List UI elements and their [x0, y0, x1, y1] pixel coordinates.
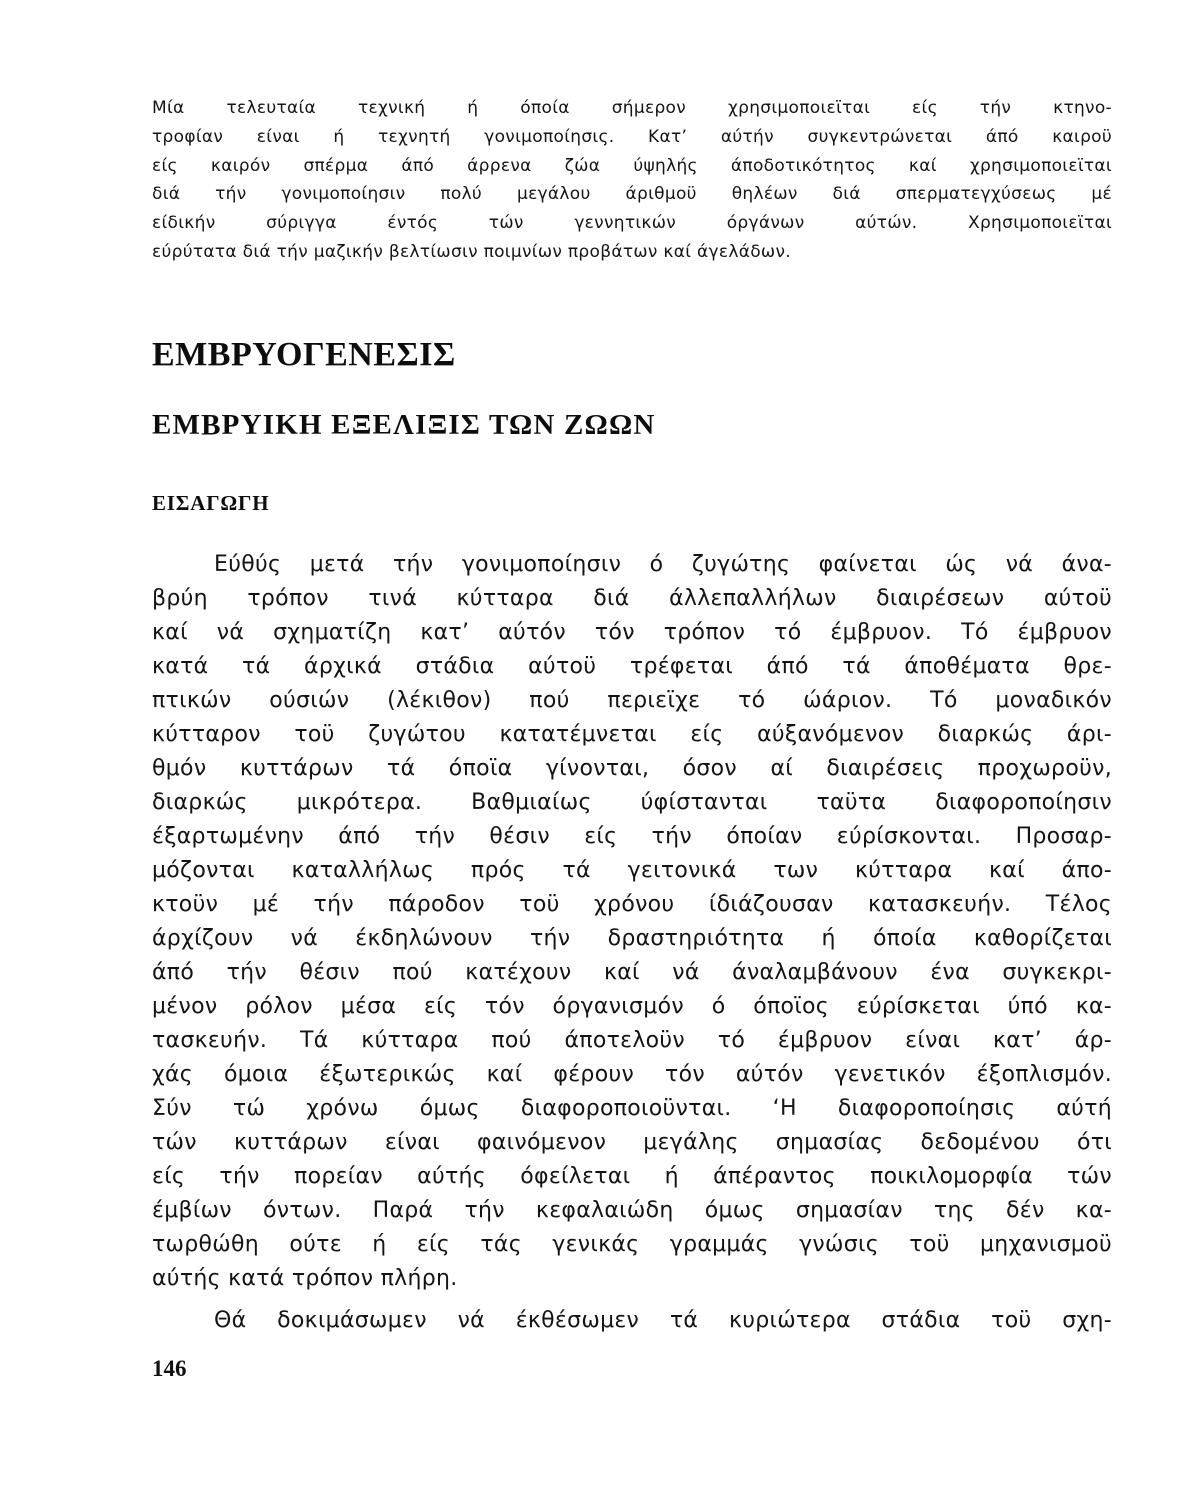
text-line: Εύθύς μετά τήν γονιμοποίησιν ό ζυγώτης φαίνεται ώς νά άνα-: [214, 552, 1112, 577]
text-line: άπό τήν θέσιν πού κατέχουν καί νά άναλαμβάνουν ένα συγκεκρι-: [152, 960, 1112, 985]
text-line: είς τήν πορείαν αύτής όφείλεται ή άπέραντος ποικιλομορφία τών: [152, 1164, 1112, 1189]
text-line: εύρύτατα διά τήν μαζικήν βελτίωσιν ποιμνίων προβάτων καί άγελάδων.: [152, 241, 791, 262]
text-line: καί νά σχηματίζη κατ’ αύτόν τόν τρόπον τό έμβρυον. Τό έμβρυον: [152, 620, 1112, 645]
section-title: ΕΜΒΡΥΙΚΗ ΕΞΕΛΙΞΙΣ ΤΩΝ ΖΩΩΝ: [152, 409, 656, 441]
text-line: χάς όμοια έξωτερικώς καί φέρουν τόν αύτόν γενετικόν έξοπλισμόν.: [152, 1062, 1112, 1087]
intro-paragraph: [152, 94, 1112, 267]
text-line: Μία τελευταία τεχνική ή όποία σήμερον χρησιμοποιεϊται είς τήν κτηνο-: [152, 98, 1112, 118]
body-text: [152, 548, 1112, 1338]
text-line: Θά δοκιμάσωμεν νά έκθέσωμεν τά κυριώτερα στάδια τοϋ σχη-: [214, 1308, 1112, 1333]
text-line: Σύν τώ χρόνω όμως διαφοροποιοϋνται. ‘Η διαφοροποίησις αύτή: [152, 1096, 1112, 1121]
text-line: μόζονται καταλλήλως πρός τά γειτονικά των κύτταρα καί άπο-: [152, 858, 1112, 883]
text-line: κύτταρον τοϋ ζυγώτου κατατέμνεται είς αύξανόμενον διαρκώς άρι-: [152, 722, 1112, 747]
text-line: αύτής κατά τρόπον πλήρη.: [152, 1266, 458, 1291]
page-number: 146: [152, 1356, 187, 1381]
text-line: έξαρτωμένην άπό τήν θέσιν είς τήν όποίαν εύρίσκονται. Προσαρ-: [152, 824, 1112, 849]
text-line: άρχίζουν νά έκδηλώνουν τήν δραστηριότητα ή όποία καθορίζεται: [152, 926, 1112, 951]
text-line: θμόν κυττάρων τά όποϊα γίνονται, όσον αί διαιρέσεις προχωροϋν,: [152, 756, 1112, 781]
subsection-title: ΕΙΣΑΓΩΓΗ: [152, 491, 270, 515]
text-line: βρύη τρόπον τινά κύτταρα διά άλλεπαλλήλων διαιρέσεων αύτοϋ: [152, 586, 1112, 611]
text-line: κατά τά άρχικά στάδια αύτοϋ τρέφεται άπό τά άποθέματα θρε-: [152, 654, 1112, 679]
text-line: μένον ρόλον μέσα είς τόν όργανισμόν ό όποϊος εύρίσκεται ύπό κα-: [152, 994, 1112, 1019]
text-line: διαρκώς μικρότερα. Βαθμιαίως ύφίστανται ταϋτα διαφοροποίησιν: [152, 790, 1112, 815]
text-line: διά τήν γονιμοποίησιν πολύ μεγάλου άριθμοϋ θηλέων διά σπερματεγχύσεως μέ: [152, 184, 1112, 205]
text-line: έμβίων όντων. Παρά τήν κεφαλαιώδη όμως σημασίαν της δέν κα-: [152, 1198, 1112, 1223]
text-line: είς καιρόν σπέρμα άπό άρρενα ζώα ύψηλής άποδοτικότητος καί χρησιμοποιεϊται: [152, 155, 1112, 176]
text-line: τασκευήν. Τά κύτταρα πού άποτελοϋν τό έμβρυον είναι κατ’ άρ-: [152, 1028, 1112, 1053]
text-line: πτικών ούσιών (λέκιθον) πού περιεϊχε τό ώάριον. Τό μοναδικόν: [152, 688, 1112, 713]
body-paragraph: [152, 548, 1112, 1296]
text-line: κτοϋν μέ τήν πάροδον τοϋ χρόνου ίδιάζουσαν κατασκευήν. Τέλος: [152, 892, 1112, 917]
text-line: τών κυττάρων είναι φαινόμενον μεγάλης σημασίας δεδομένου ότι: [152, 1130, 1112, 1155]
chapter-title: ΕΜΒΡΥΟΓΕΝΕΣΙΣ: [152, 336, 456, 373]
body-paragraph: [152, 1304, 1112, 1338]
text-line: τωρθώθη ούτε ή είς τάς γενικάς γραμμάς γνώσις τοϋ μηχανισμοϋ: [152, 1232, 1112, 1257]
text-line: είδικήν σύριγγα έντός τών γεννητικών όργάνων αύτών. Χρησιμοποιεϊται: [152, 213, 1112, 234]
text-line: τροφίαν είναι ή τεχνητή γονιμοποίησις. Κατ’ αύτήν συγκεντρώνεται άπό καιροϋ: [152, 126, 1112, 147]
